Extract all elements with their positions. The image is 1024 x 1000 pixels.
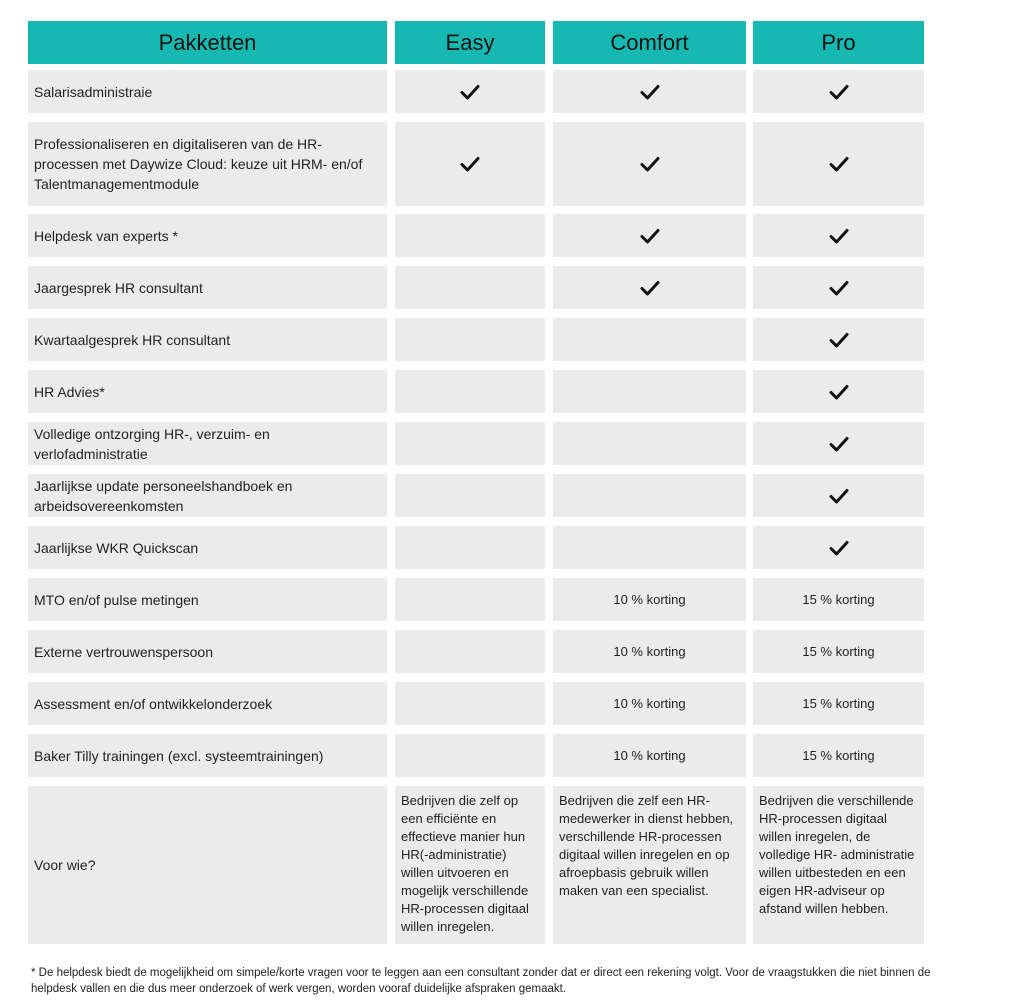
easy-cell: [395, 734, 545, 777]
feature-label: Kwartaalgesprek HR consultant: [28, 318, 387, 361]
check-icon: [829, 384, 849, 400]
feature-label: Externe vertrouwenspersoon: [28, 630, 387, 673]
easy-cell: [395, 318, 545, 361]
pro-cell: [753, 474, 924, 517]
header-easy: Easy: [395, 21, 545, 64]
feature-label: Salarisadministraie: [28, 70, 387, 113]
comfort-cell: [553, 630, 746, 673]
pro-cell: [753, 214, 924, 257]
comfort-cell: [553, 474, 746, 517]
feature-label: Assessment en/of ontwikkelonderzoek: [28, 682, 387, 725]
pro-cell: [753, 122, 924, 206]
feature-label: Helpdesk van experts *: [28, 214, 387, 257]
discount-text: 15 % korting: [802, 644, 875, 659]
easy-cell: [395, 122, 545, 206]
feature-label: Professionaliseren en digitaliseren van de HR-processen met Daywize Cloud: keuze uit HRM- en/of Talentmanagementmodule: [28, 122, 387, 206]
pro-cell: [753, 578, 924, 621]
easy-cell: [395, 70, 545, 113]
feature-label: Baker Tilly trainingen (excl. systeemtrainingen): [28, 734, 387, 777]
header-comfort: Comfort: [553, 21, 746, 64]
easy-cell: [395, 474, 545, 517]
feature-label: MTO en/of pulse metingen: [28, 578, 387, 621]
target-description-easy: Bedrijven die zelf op een efficiënte en effectieve manier hun HR(-administratie) willen uitvoeren en mogelijk verschillende HR-processen digitaal willen inregelen.: [395, 786, 545, 944]
footnote: * De helpdesk biedt de mogelijkheid om simpele/korte vragen voor te leggen aan een consultant zonder dat er direct een rekening volgt. Voor de vraagstukken die niet binnen de helpdesk vallen en die dus meer onderzoek of werk vergen, worden vooraf duidelijke afspraken gemaakt.: [31, 966, 931, 995]
pro-cell: [753, 266, 924, 309]
comfort-cell: [553, 70, 746, 113]
target-description-comfort: Bedrijven die zelf een HR-medewerker in dienst hebben, verschillende HR-processen digitaal willen inregelen en op afroepbasis gebruik willen maken van een specialist.: [553, 786, 746, 944]
discount-text: 10 % korting: [613, 592, 686, 607]
check-icon: [640, 228, 660, 244]
easy-cell: [395, 266, 545, 309]
discount-text: 10 % korting: [613, 644, 686, 659]
pro-cell: [753, 682, 924, 725]
check-icon: [829, 332, 849, 348]
feature-label: Jaargesprek HR consultant: [28, 266, 387, 309]
pro-cell: [753, 734, 924, 777]
check-icon: [829, 488, 849, 504]
check-icon: [640, 156, 660, 172]
feature-label: Jaarlijkse WKR Quickscan: [28, 526, 387, 569]
easy-cell: [395, 526, 545, 569]
comfort-cell: [553, 526, 746, 569]
check-icon: [640, 280, 660, 296]
discount-text: 10 % korting: [613, 748, 686, 763]
pro-cell: [753, 526, 924, 569]
pro-cell: [753, 70, 924, 113]
pro-cell: [753, 370, 924, 413]
easy-cell: [395, 370, 545, 413]
discount-text: 15 % korting: [802, 592, 875, 607]
target-description-pro: Bedrijven die verschillende HR-processen digitaal willen inregelen, de volledige HR- administratie willen uitbesteden en een eigen HR-adviseur op afstand willen hebben.: [753, 786, 924, 944]
comfort-cell: [553, 422, 746, 465]
comfort-cell: [553, 266, 746, 309]
check-icon: [829, 280, 849, 296]
comfort-cell: [553, 734, 746, 777]
discount-text: 10 % korting: [613, 696, 686, 711]
easy-cell: [395, 578, 545, 621]
easy-cell: [395, 682, 545, 725]
check-icon: [460, 156, 480, 172]
check-icon: [829, 156, 849, 172]
check-icon: [829, 436, 849, 452]
check-icon: [829, 228, 849, 244]
check-icon: [460, 84, 480, 100]
comfort-cell: [553, 214, 746, 257]
header-pro: Pro: [753, 21, 924, 64]
feature-label: Volledige ontzorging HR-, verzuim- en verlofadministratie: [28, 422, 387, 465]
easy-cell: [395, 630, 545, 673]
easy-cell: [395, 422, 545, 465]
pro-cell: [753, 318, 924, 361]
feature-label: Jaarlijkse update personeelshandboek en arbeidsovereenkomsten: [28, 474, 387, 517]
check-icon: [829, 540, 849, 556]
discount-text: 15 % korting: [802, 748, 875, 763]
comfort-cell: [553, 370, 746, 413]
comfort-cell: [553, 318, 746, 361]
feature-label: HR Advies*: [28, 370, 387, 413]
comfort-cell: [553, 122, 746, 206]
pro-cell: [753, 422, 924, 465]
header-pakketten: Pakketten: [28, 21, 387, 64]
comfort-cell: [553, 578, 746, 621]
comfort-cell: [553, 682, 746, 725]
discount-text: 15 % korting: [802, 696, 875, 711]
check-icon: [829, 84, 849, 100]
voor-wie-label: Voor wie?: [28, 786, 387, 944]
easy-cell: [395, 214, 545, 257]
pro-cell: [753, 630, 924, 673]
check-icon: [640, 84, 660, 100]
